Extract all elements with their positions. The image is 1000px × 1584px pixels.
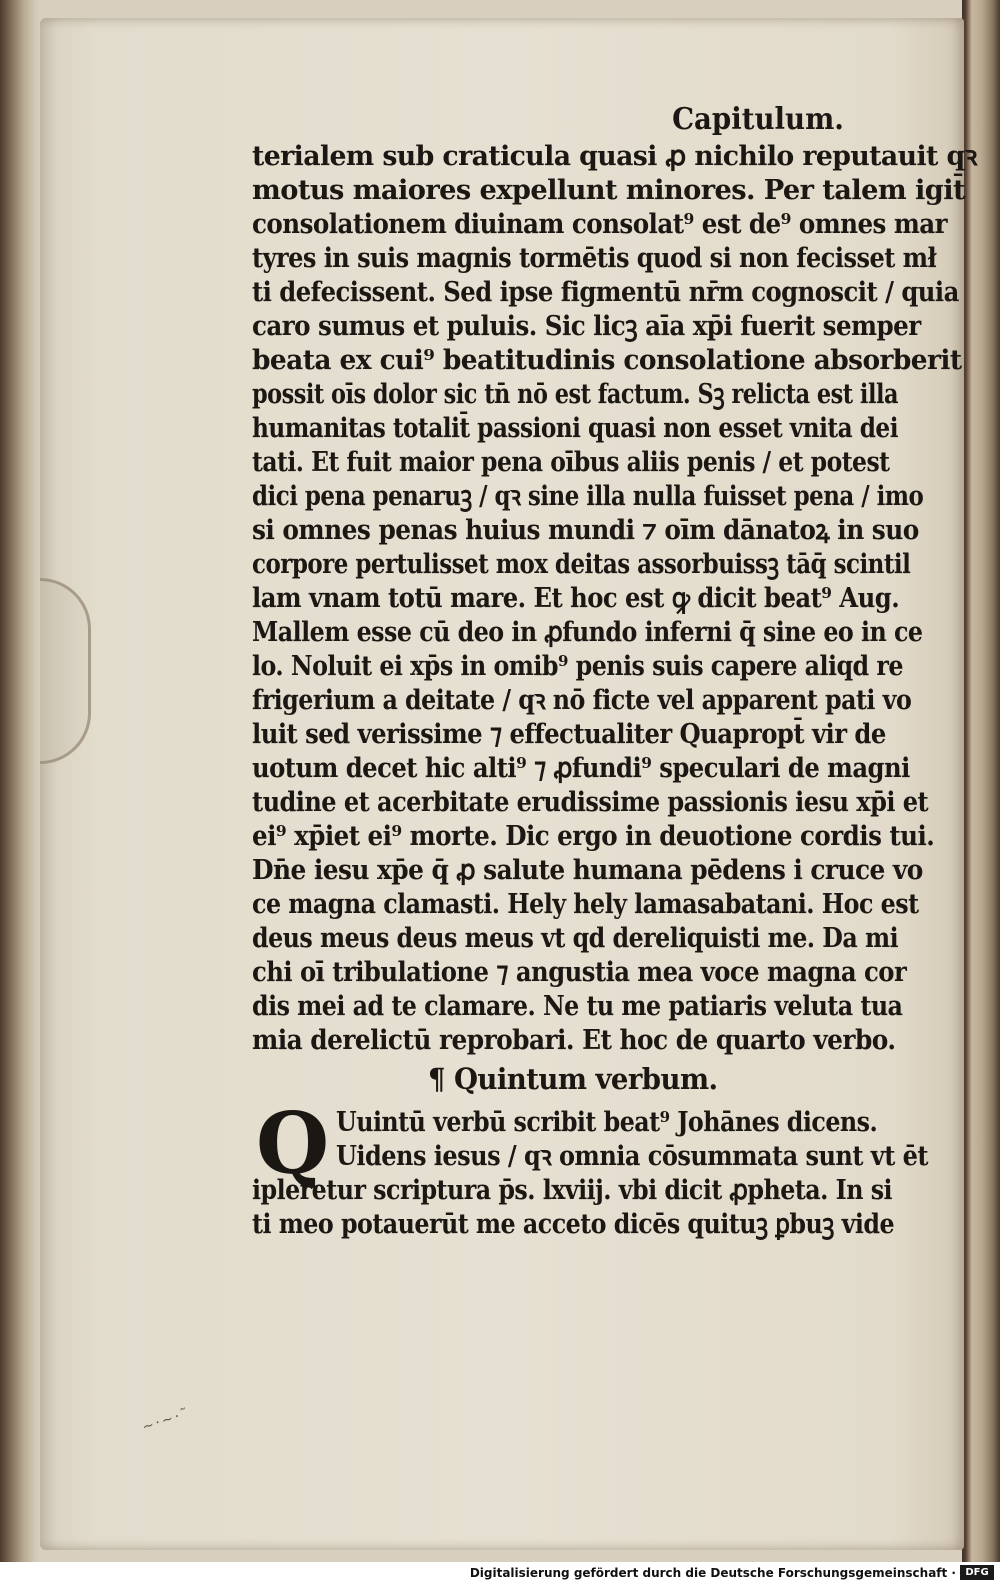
book-page bbox=[40, 18, 977, 1550]
text-line: tudine et acerbitate erudissime passionis iesu xp̄i et bbox=[252, 787, 929, 818]
marginal-scribble: ~·~·˜ bbox=[140, 1405, 193, 1436]
text-line: frigerium a deitate / qꝛ nō ficte vel apparent pati vo bbox=[252, 685, 912, 716]
text-line: luit sed verissime ⁊ effectualiter Quapropt̄ vir de bbox=[252, 719, 886, 750]
text-line: ipleretur scriptura p̄s. lxviij. vbi dicit ꝓpheta. In si bbox=[252, 1175, 893, 1206]
text-line: ei⁹ xp̄iet ei⁹ morte. Dic ergo in deuotione cordis tui. bbox=[252, 821, 935, 852]
text-line: deus meus deus meus vt qd dereliquisti me. Da mi bbox=[252, 923, 899, 954]
text-line: humanitas totalit̄ passioni quasi non esset vnita dei bbox=[252, 413, 898, 444]
text-line: ti meo potauerūt me acceto dicēs quituꝫ ꝑbuꝫ vide bbox=[252, 1209, 895, 1240]
running-head: Capitulum. bbox=[672, 102, 844, 137]
text-line: motus maiores expellunt minores. Per talem igit̄ bbox=[252, 175, 965, 206]
text-line: uotum decet hic alti⁹ ⁊ ꝓfundi⁹ speculari de magni bbox=[252, 753, 910, 784]
text-line: lo. Noluit ei xp̄s in omib⁹ penis suis capere aliqd re bbox=[252, 651, 903, 682]
text-line: corpore pertulisset mox deitas assorbuissꝫ tāq̄ scintil bbox=[252, 549, 911, 580]
dfg-logo: DFG bbox=[960, 1565, 994, 1580]
text-line: Mallem esse cū deo in ꝓfundo inferni q̄ sine eo in ce bbox=[252, 617, 923, 648]
book-cover-edge bbox=[962, 0, 1000, 1562]
text-line: consolationem diuinam consolat⁹ est de⁹ omnes mar bbox=[252, 209, 948, 240]
text-line: si omnes penas huius mundi ⁊ oīm dānatoꝝ in suo bbox=[252, 515, 919, 546]
text-line: Uuintū verbū scribit beat⁹ Johānes dicens. bbox=[336, 1107, 878, 1138]
text-line: caro sumus et puluis. Sic licꝫ aīa xp̄i fuerit semper bbox=[252, 311, 921, 342]
section-heading: ¶ Quintum verbum. bbox=[428, 1062, 718, 1096]
text-line: terialem sub craticula quasi ꝓ nichilo reputauit qꝛ bbox=[252, 141, 977, 172]
text-line: tati. Et fuit maior pena oībus aliis penis / et potest bbox=[252, 447, 890, 478]
text-line: lam vnam totū mare. Et hoc est ꝙ dicit beat⁹ Aug. bbox=[252, 583, 900, 614]
text-line: Dn̄e iesu xp̄e q̄ ꝓ salute humana pēdens i cruce vo bbox=[252, 855, 923, 886]
text-line: ce magna clamasti. Hely hely lamasabatani. Hoc est bbox=[252, 889, 919, 920]
text-line: dici pena penaruꝫ / qꝛ sine illa nulla fuisset pena / imo bbox=[252, 481, 924, 512]
text-line: mia derelictū reprobari. Et hoc de quarto verbo. bbox=[252, 1025, 896, 1056]
footer-credit: Digitalisierung gefördert durch die Deutsche Forschungsgemeinschaft · bbox=[469, 1566, 956, 1580]
text-line: chi oī tribulatione ⁊ angustia mea voce magna cor bbox=[252, 957, 907, 988]
text-line: beata ex cui⁹ beatitudinis consolatione absorberit bbox=[252, 345, 962, 376]
drop-initial: Q bbox=[256, 1094, 330, 1193]
text-line: ti defecissent. Sed ipse figmentū nr̄m cognoscit / quia bbox=[252, 277, 959, 308]
book-clasp bbox=[40, 578, 91, 764]
text-line: Uidens iesus / qꝛ omnia cōsummata sunt vt ēt bbox=[336, 1141, 928, 1172]
text-line: tyres in suis magnis tormētis quod si non fecisset mł bbox=[252, 243, 937, 274]
text-line: possit oīs dolor sic tn̄ nō est factum. Sꝫ relicta est illa bbox=[252, 379, 898, 410]
text-line: dis mei ad te clamare. Ne tu me patiaris veluta tua bbox=[252, 991, 903, 1022]
